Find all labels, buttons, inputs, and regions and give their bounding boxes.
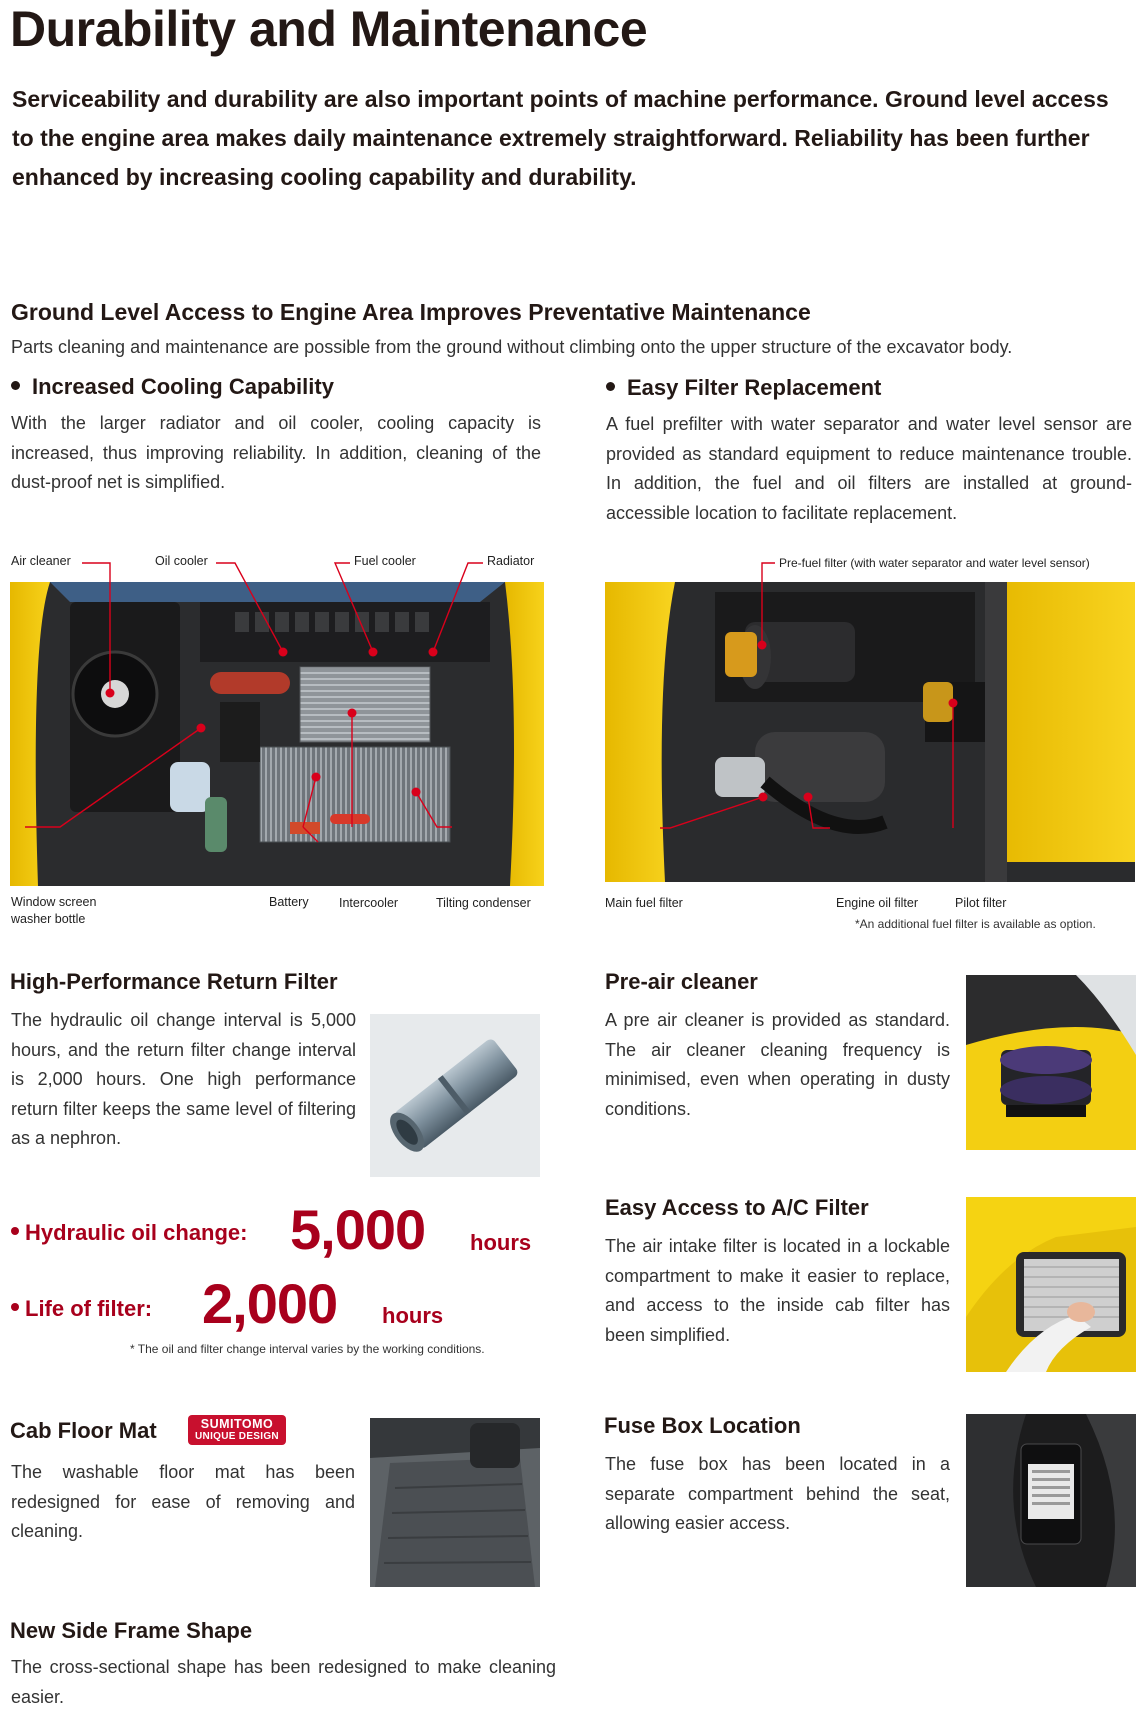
label-window-washer-line1: Window screen	[11, 895, 97, 909]
pre-air-text: A pre air cleaner is provided as standard. The air cleaner cleaning frequency is minimised, even when operating in dusty conditions.	[605, 1010, 950, 1119]
filter-text: A fuel prefilter with water separator and water level sensor are provided as standard equipment to reduce maintenance trouble. In addition, the fuel and oil filters are installed at ground-accessible location to facilitate replacement.	[606, 414, 1132, 523]
life-of-filter-value: 2,000	[202, 1272, 338, 1335]
label-tilting-condenser: Tilting condenser	[436, 896, 531, 910]
filter-callouts	[590, 545, 1140, 925]
side-frame-heading: New Side Frame Shape	[10, 1618, 253, 1643]
cooling-text: With the larger radiator and oil cooler, cooling capacity is increased, thus improving reliability. In addition, cleaning of the dust-proof net is simplified.	[11, 413, 541, 492]
red-bullet-icon	[11, 1227, 19, 1235]
label-intercooler: Intercooler	[339, 896, 399, 910]
engine-callouts	[0, 545, 560, 925]
bullet-icon	[606, 382, 615, 391]
badge-line1: SUMITOMO	[200, 1417, 274, 1431]
intro-text: Serviceability and durability are also important points of machine performance. Ground level access to the engine area makes daily maintenance extremely straightforward. Reliability has been further enhanced by increasing cooling capability and durability.	[12, 86, 1109, 190]
cooling-heading	[11, 373, 334, 401]
filter-note: *An additional fuel filter is available as option.	[855, 917, 1096, 931]
stat2-label: Life of filter:	[25, 1296, 153, 1321]
label-engine-oil-filter: Engine oil filter	[836, 896, 918, 910]
side-frame-text: The cross-sectional shape has been redesigned to make cleaning easier.	[11, 1657, 556, 1707]
stat1-label: Hydraulic oil change:	[25, 1220, 248, 1245]
hydraulic-oil-change-value: 5,000	[290, 1198, 426, 1261]
filter-heading	[606, 374, 881, 402]
cooling-heading-label: Increased Cooling Capability	[32, 374, 334, 399]
fuse-box-heading: Fuse Box Location	[604, 1413, 801, 1438]
hydraulic-oil-change-label	[11, 1220, 248, 1246]
ground-access-heading: Ground Level Access to Engine Area Improves Preventative Maintenance	[11, 299, 811, 325]
bullet-icon	[11, 381, 20, 390]
ac-filter-text: The air intake filter is located in a lockable compartment to make it easier to replace, and access to the inside cab filter has been simplified.	[605, 1236, 950, 1345]
floor-mat-heading: Cab Floor Mat	[10, 1418, 157, 1443]
return-filter-heading: High-Performance Return Filter	[10, 969, 338, 994]
floor-mat-photo	[370, 1418, 540, 1587]
life-of-filter-label	[11, 1296, 152, 1322]
label-fuel-cooler: Fuel cooler	[354, 554, 416, 568]
pre-air-heading: Pre-air cleaner	[605, 969, 758, 994]
label-pre-fuel-filter: Pre-fuel filter (with water separator and water level sensor)	[779, 556, 1090, 570]
interval-note: * The oil and filter change interval varies by the working conditions.	[130, 1342, 485, 1356]
return-filter-text: The hydraulic oil change interval is 5,000 hours, and the return filter change interval is 2,000 hours. One high performance return filter keeps the same level of filtering as a nephron.	[11, 1010, 356, 1148]
label-pilot-filter: Pilot filter	[955, 896, 1007, 910]
ac-filter-photo	[966, 1197, 1136, 1372]
life-of-filter-unit: hours	[382, 1303, 444, 1328]
fuse-box-text: The fuse box has been located in a separate compartment behind the seat, allowing easier access.	[605, 1454, 950, 1533]
floor-mat-text: The washable floor mat has been redesigned for ease of removing and cleaning.	[11, 1462, 355, 1541]
fuse-box-photo	[966, 1414, 1136, 1587]
label-window-washer-line2: washer bottle	[11, 912, 86, 926]
label-radiator: Radiator	[487, 554, 535, 568]
return-filter-photo	[370, 1014, 540, 1177]
label-battery: Battery	[269, 895, 309, 909]
ac-filter-heading: Easy Access to A/C Filter	[605, 1195, 869, 1220]
label-main-fuel-filter: Main fuel filter	[605, 896, 683, 910]
pre-air-cleaner-photo	[966, 975, 1136, 1150]
badge-line2: UNIQUE DESIGN	[195, 1431, 279, 1442]
ground-access-text: Parts cleaning and maintenance are possible from the ground without climbing onto the upper structure of the excavator body.	[11, 337, 1013, 357]
label-air-cleaner: Air cleaner	[11, 554, 71, 568]
red-bullet-icon	[11, 1303, 19, 1311]
filter-heading-label: Easy Filter Replacement	[627, 375, 882, 400]
sumitomo-unique-design-badge	[188, 1415, 286, 1445]
hydraulic-oil-change-unit: hours	[470, 1230, 532, 1255]
page-title: Durability and Maintenance	[10, 1, 648, 57]
label-oil-cooler: Oil cooler	[155, 554, 208, 568]
